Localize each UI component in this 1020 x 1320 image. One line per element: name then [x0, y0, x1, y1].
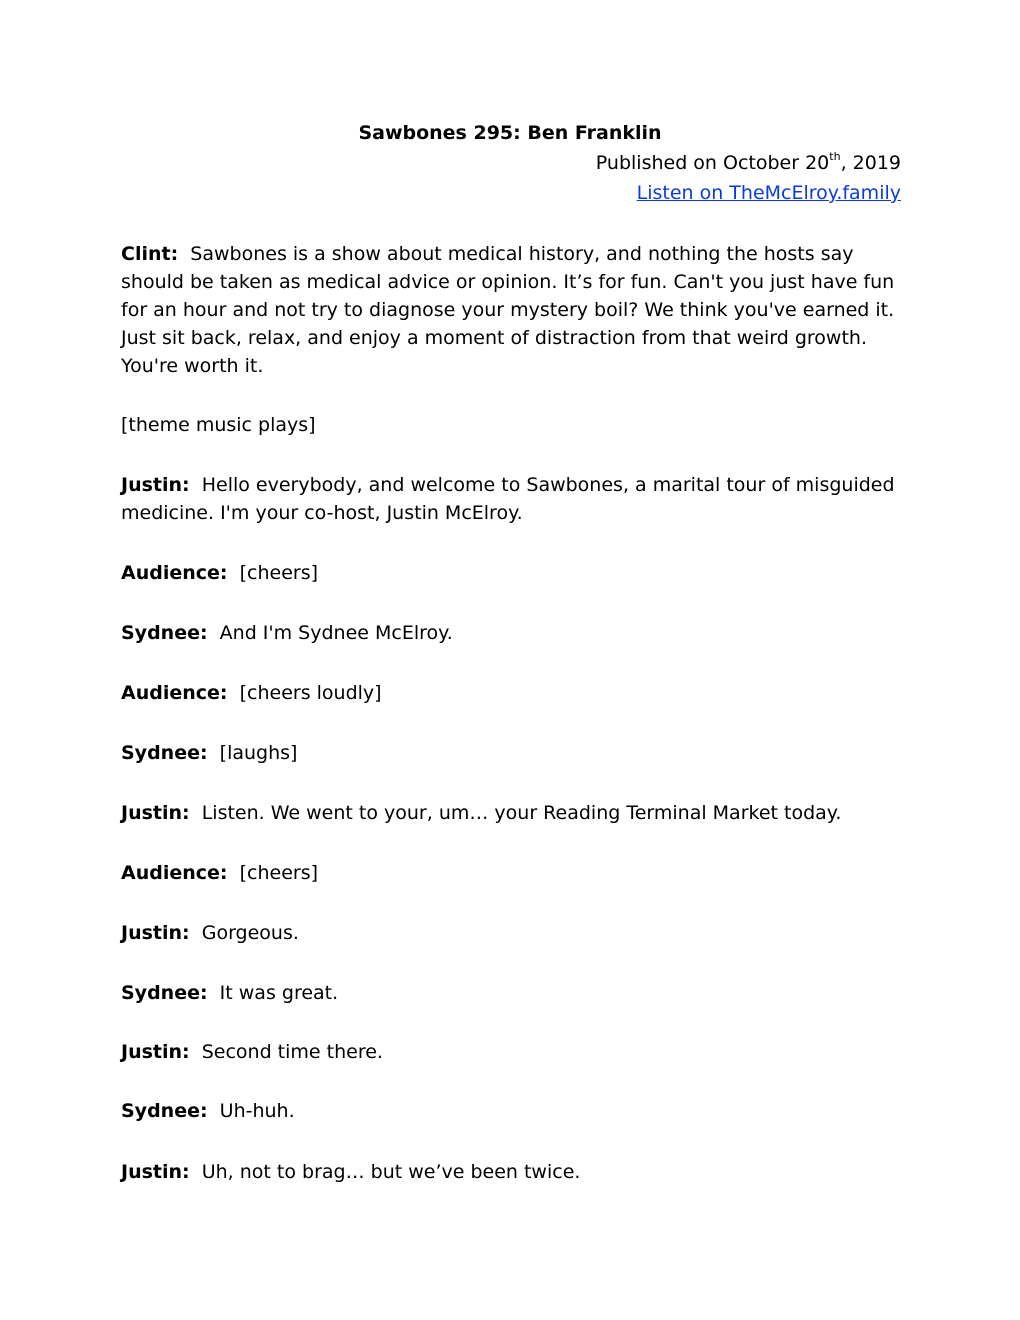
- transcript-line: [121, 679, 911, 707]
- speaker-name: Justin:: [121, 1041, 190, 1063]
- transcript-line: [121, 799, 911, 827]
- line-text: Listen. We went to your, um… your Reading Terminal Market today.: [201, 802, 842, 824]
- listen-line: [637, 181, 901, 205]
- published-date-year: , 2019: [840, 152, 901, 174]
- transcript-line: [121, 1097, 911, 1125]
- line-text: Sawbones is a show about medical history, and nothing the hosts say should be taken as medical advice or opinion. It’s for fun. Can't you just have fun for an hour and not try to diagnose your mystery boil? We think you've earned it. Just sit back, relax, and enjoy a moment of distraction from that weird growth. You're worth it.: [121, 243, 895, 377]
- transcript-line: [121, 739, 911, 767]
- speaker-name: Justin:: [121, 922, 190, 944]
- transcript-line: [121, 1038, 911, 1066]
- transcript-line: [121, 919, 911, 947]
- transcript-line: [121, 411, 911, 439]
- speaker-name: Justin:: [121, 802, 190, 824]
- speaker-name: Sydnee:: [121, 982, 208, 1004]
- transcript-line: [121, 559, 911, 587]
- line-text: Second time there.: [201, 1041, 383, 1063]
- line-text: Uh, not to brag… but we’ve been twice.: [201, 1161, 581, 1183]
- line-text: And I'm Sydnee McElroy.: [219, 622, 453, 644]
- line-text: It was great.: [219, 982, 339, 1004]
- stage-direction: [theme music plays]: [121, 414, 316, 436]
- published-date-prefix: Published on October 20: [595, 152, 830, 174]
- line-text: Hello everybody, and welcome to Sawbones, a marital tour of misguided medicine. I'm your co-host, Justin McElroy.: [121, 474, 895, 524]
- speaker-name: Audience:: [121, 862, 228, 884]
- line-text: [cheers]: [239, 862, 319, 884]
- transcript-line: [121, 619, 911, 647]
- line-text: [cheers loudly]: [239, 682, 382, 704]
- line-text: Gorgeous.: [201, 922, 299, 944]
- line-text: Uh-huh.: [219, 1100, 295, 1122]
- transcript-line: [121, 859, 911, 887]
- speaker-name: Justin:: [121, 1161, 190, 1183]
- page-title: Sawbones 295: Ben Franklin: [358, 122, 662, 144]
- line-text: [laughs]: [219, 742, 298, 764]
- transcript-line: [121, 979, 911, 1007]
- speaker-name: Sydnee:: [121, 742, 208, 764]
- line-text: [cheers]: [239, 562, 319, 584]
- speaker-name: Clint:: [121, 243, 179, 265]
- published-date: [596, 151, 901, 175]
- speaker-name: Sydnee:: [121, 622, 208, 644]
- listen-link[interactable]: Listen on TheMcElroy.family: [636, 182, 901, 204]
- speaker-name: Audience:: [121, 682, 228, 704]
- transcript-line: [121, 471, 911, 527]
- published-date-ordinal: th: [829, 149, 841, 163]
- transcript-line: [121, 1158, 911, 1186]
- speaker-name: Sydnee:: [121, 1100, 208, 1122]
- transcript-line: [121, 240, 911, 380]
- speaker-name: Justin:: [121, 474, 190, 496]
- speaker-name: Audience:: [121, 562, 228, 584]
